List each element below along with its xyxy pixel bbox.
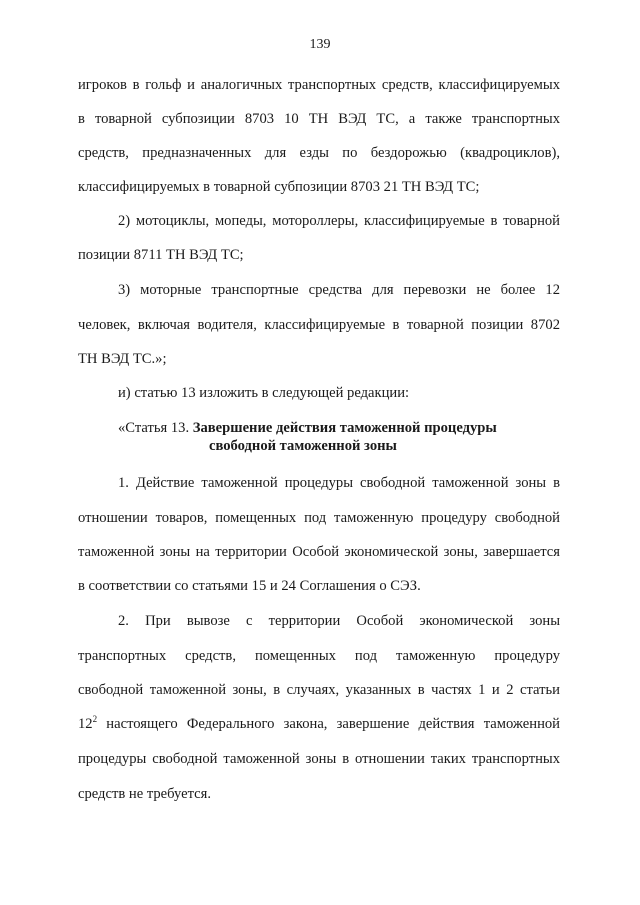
article-heading — [118, 419, 560, 437]
text-line: транспортных средств, помещенных под таможенную процедуру — [78, 648, 560, 664]
text-line: ТН ВЭД ТС.»; — [78, 351, 167, 367]
text-line: 2) мотоциклы, мопеды, мотороллеры, классифицируемые в товарной — [118, 213, 560, 229]
text-line: человек, включая водителя, классифицируемые в товарной позиции 8702 — [78, 317, 560, 333]
text-line: в товарной субпозиции 8703 10 ТН ВЭД ТС, а также транспортных — [78, 111, 560, 127]
article-ref-number: 12 — [78, 716, 93, 732]
text-line: классифицируемых в товарной субпозиции 8703 21 ТН ВЭД ТС; — [78, 179, 480, 195]
article-title-cont: свободной таможенной зоны — [209, 438, 397, 454]
article-prefix: «Статья 13. — [118, 420, 193, 436]
article-title: Завершение действия таможенной процедуры — [192, 420, 497, 436]
text-line: отношении товаров, помещенных под таможенную процедуру свободной — [78, 510, 560, 526]
text-line: в соответствии со статьями 15 и 24 Соглашения о СЭЗ. — [78, 578, 421, 594]
text-line — [78, 715, 560, 733]
text-line: средств, предназначенных для езды по бездорожью (квадроциклов), — [78, 145, 560, 161]
text-fragment: настоящего Федерального закона, завершение действия таможенной — [97, 716, 560, 732]
text-line: игроков в гольф и аналогичных транспортных средств, классифицируемых — [78, 77, 560, 93]
text-line: 2. При вывозе с территории Особой экономической зоны — [118, 613, 560, 629]
article-ref-superscript: 2 — [92, 714, 98, 725]
text-line: средств не требуется. — [78, 786, 211, 802]
text-line: и) статью 13 изложить в следующей редакции: — [118, 385, 410, 401]
text-line: 3) моторные транспортные средства для перевозки не более 12 — [118, 282, 560, 298]
text-line: свободной таможенной зоны, в случаях, указанных в частях 1 и 2 статьи — [78, 682, 560, 698]
text-line: процедуры свободной таможенной зоны в отношении таких транспортных — [78, 751, 560, 767]
text-line: таможенной зоны на территории Особой экономической зоны, завершается — [78, 544, 560, 560]
page-number: 139 — [309, 37, 331, 52]
text-line: 1. Действие таможенной процедуры свободной таможенной зоны в — [118, 475, 560, 491]
text-line: позиции 8711 ТН ВЭД ТС; — [78, 247, 244, 263]
